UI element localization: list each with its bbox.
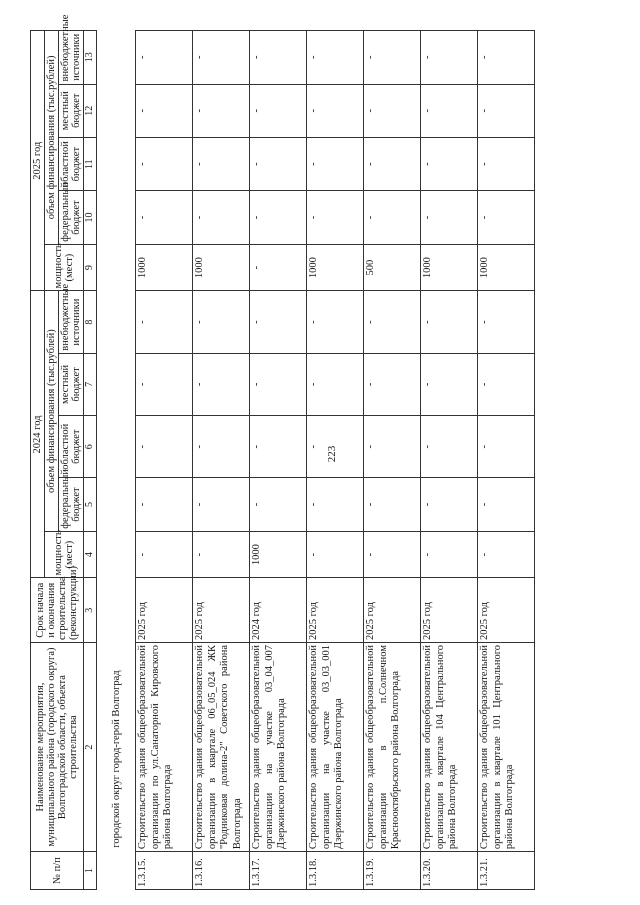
table-row: [250, 31, 307, 890]
header-capacity-2025: мощность (мест): [45, 244, 84, 291]
federal-2024: -: [307, 478, 364, 531]
header-year-2024: 2024 год: [31, 291, 45, 578]
local-2025: -: [478, 84, 535, 137]
column-number: 4: [84, 531, 97, 578]
local-2025: -: [136, 84, 193, 137]
table-row: [136, 31, 193, 890]
regional-2025: -: [193, 137, 250, 190]
header-local-2025: местный бюджет: [59, 84, 84, 137]
header-no: № п/п: [31, 852, 84, 890]
header-year-2025: 2025 год: [31, 31, 45, 291]
header-capacity-2024: мощность (мест): [45, 531, 84, 578]
regional-2024: -: [307, 416, 364, 478]
extrabudget-2025: -: [421, 31, 478, 85]
header-period: Срок начала и окончания строительства (реконструкции): [31, 578, 84, 643]
capacity-2025: 1000: [136, 244, 193, 291]
construction-period: 2025 год: [136, 578, 193, 643]
local-2025: -: [364, 84, 421, 137]
column-number: 11: [84, 137, 97, 190]
extrabudget-2025: -: [364, 31, 421, 85]
federal-2024: -: [250, 478, 307, 531]
local-2024: -: [193, 353, 250, 415]
regional-2025: -: [421, 137, 478, 190]
regional-2024: -: [364, 416, 421, 478]
header-name: Наименование мероприятия, муниципального района (городского округа) Волгоградской области, объекта строительства: [31, 643, 84, 852]
extrabudget-2025: -: [250, 31, 307, 85]
object-name: Строительство здания общеобразовательной организации в квартале 104 Центрального района Волгограда: [421, 643, 478, 852]
extrabudget-2025: -: [193, 31, 250, 85]
row-number: 1.3.17.: [250, 852, 307, 890]
extrabudget-2024: -: [478, 291, 535, 353]
local-2024: -: [307, 353, 364, 415]
header-extra-2025: внебюджетные источники: [59, 31, 84, 85]
table-row: [364, 31, 421, 890]
object-name: Строительство здания общеобразовательной организации на участке 03_03_001 Дзержинского района Волгограда: [307, 643, 364, 852]
object-name: Строительство здания общеобразовательной организации в п.Солнечном Краснооктябрьского района Волгограда: [364, 643, 421, 852]
extrabudget-2024: -: [136, 291, 193, 353]
header-local-2024: местный бюджет: [59, 353, 84, 415]
construction-period: 2025 год: [364, 578, 421, 643]
page-number: 223: [326, 445, 338, 463]
capacity-2025: 1000: [193, 244, 250, 291]
row-number: 1.3.19.: [364, 852, 421, 890]
capacity-2024: -: [364, 531, 421, 578]
capacity-2024: -: [307, 531, 364, 578]
row-number: 1.3.15.: [136, 852, 193, 890]
extrabudget-2024: -: [307, 291, 364, 353]
federal-2024: -: [421, 478, 478, 531]
extrabudget-2024: -: [421, 291, 478, 353]
column-number: 3: [84, 578, 97, 643]
local-2024: -: [421, 353, 478, 415]
column-number: 6: [84, 416, 97, 478]
federal-2025: -: [478, 191, 535, 244]
federal-2024: -: [478, 478, 535, 531]
capacity-2025: 500: [364, 244, 421, 291]
column-number: 9: [84, 244, 97, 291]
table-row: [421, 31, 478, 890]
federal-2025: -: [250, 191, 307, 244]
regional-2024: -: [250, 416, 307, 478]
federal-2025: -: [421, 191, 478, 244]
local-2024: -: [364, 353, 421, 415]
federal-2025: -: [193, 191, 250, 244]
local-2024: -: [478, 353, 535, 415]
federal-2024: -: [364, 478, 421, 531]
object-name: Строительство здания общеобразовательной организации в квартале 101 Центрального района Волгограда: [478, 643, 535, 852]
construction-period: 2024 год: [250, 578, 307, 643]
local-2024: -: [250, 353, 307, 415]
regional-2025: -: [136, 137, 193, 190]
column-number: 1: [84, 852, 97, 890]
column-number: 2: [84, 643, 97, 852]
capacity-2025: -: [250, 244, 307, 291]
header-extra-2024: внебюджетные источники: [59, 291, 84, 353]
capacity-2024: -: [421, 531, 478, 578]
regional-2024: -: [421, 416, 478, 478]
construction-table: [30, 14, 535, 890]
table-row: [193, 31, 250, 890]
header-federal-2024: федеральный бюджет: [59, 478, 84, 531]
extrabudget-2025: -: [478, 31, 535, 85]
row-number: 1.3.16.: [193, 852, 250, 890]
local-2024: -: [136, 353, 193, 415]
section-title: городской округ город-герой Волгоград: [110, 670, 122, 848]
object-name: Строительство здания общеобразовательной организации в квартале 06_05_024 ЖК "Родниковая долина-2" Советского района Волгограда: [193, 643, 250, 852]
federal-2025: -: [307, 191, 364, 244]
row-number: 1.3.21.: [478, 852, 535, 890]
construction-period: 2025 год: [307, 578, 364, 643]
capacity-2025: 1000: [421, 244, 478, 291]
federal-2025: -: [364, 191, 421, 244]
header-regional-2024: областной бюджет: [59, 416, 84, 478]
column-number: 5: [84, 478, 97, 531]
local-2025: -: [307, 84, 364, 137]
header-funding-2024: объем финансирования (тыс.рублей): [45, 291, 59, 531]
local-2025: -: [250, 84, 307, 137]
capacity-2024: -: [136, 531, 193, 578]
column-number: 10: [84, 191, 97, 244]
regional-2025: -: [250, 137, 307, 190]
header-funding-2025: объем финансирования (тыс.рублей): [45, 31, 59, 245]
object-name: Строительство здания общеобразовательной организации на участке 03_04_007 Дзержинского района Волгограда: [250, 643, 307, 852]
row-number: 1.3.18.: [307, 852, 364, 890]
extrabudget-2024: -: [193, 291, 250, 353]
regional-2025: -: [478, 137, 535, 190]
extrabudget-2024: -: [250, 291, 307, 353]
column-number-row: [84, 31, 97, 890]
capacity-2024: 1000: [250, 531, 307, 578]
federal-2024: -: [193, 478, 250, 531]
column-number: 8: [84, 291, 97, 353]
capacity-2025: 1000: [307, 244, 364, 291]
regional-2024: -: [478, 416, 535, 478]
row-number: 1.3.20.: [421, 852, 478, 890]
local-2025: -: [421, 84, 478, 137]
extrabudget-2025: -: [307, 31, 364, 85]
construction-period: 2025 год: [421, 578, 478, 643]
header-regional-2025: областной бюджет: [59, 137, 84, 190]
extrabudget-2024: -: [364, 291, 421, 353]
column-number: 7: [84, 353, 97, 415]
header-federal-2025: федеральный бюджет: [59, 191, 84, 244]
extrabudget-2025: -: [136, 31, 193, 85]
construction-period: 2025 год: [193, 578, 250, 643]
construction-period: 2025 год: [478, 578, 535, 643]
column-number: 13: [84, 31, 97, 85]
federal-2025: -: [136, 191, 193, 244]
regional-2024: -: [193, 416, 250, 478]
capacity-2024: -: [478, 531, 535, 578]
table-row: [478, 31, 535, 890]
regional-2025: -: [364, 137, 421, 190]
local-2025: -: [193, 84, 250, 137]
object-name: Строительство здания общеобразовательной организации по ул.Санаторной Кировского района Волгограда: [136, 643, 193, 852]
capacity-2024: -: [193, 531, 250, 578]
regional-2025: -: [307, 137, 364, 190]
regional-2024: -: [136, 416, 193, 478]
rotated-table-page: [30, 14, 620, 890]
federal-2024: -: [136, 478, 193, 531]
column-number: 12: [84, 84, 97, 137]
table-row: [307, 31, 364, 890]
capacity-2025: 1000: [478, 244, 535, 291]
